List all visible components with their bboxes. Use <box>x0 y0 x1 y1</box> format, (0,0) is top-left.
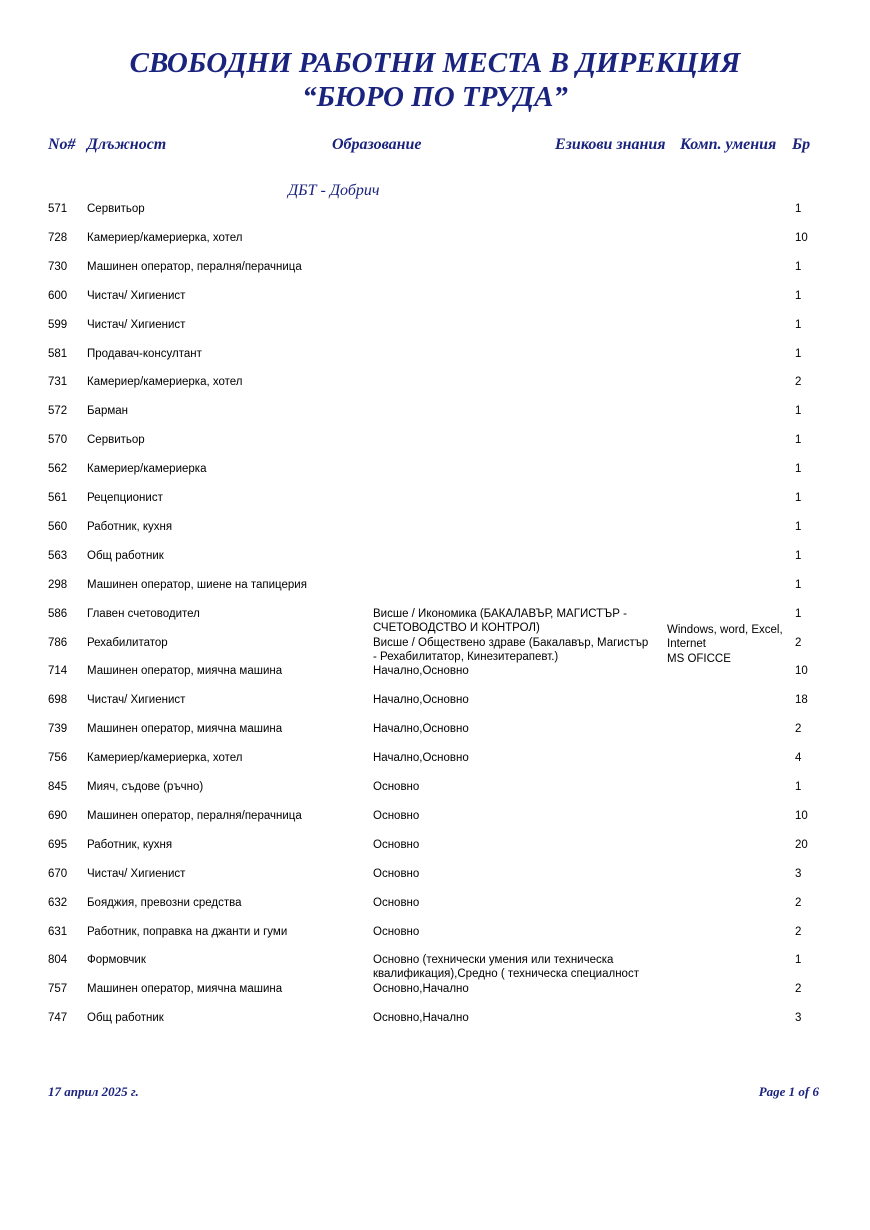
row-number: 714 <box>48 665 68 677</box>
row-education: Основно <box>373 839 420 851</box>
row-count: 1 <box>795 290 802 302</box>
row-education: Начално,Основно <box>373 665 469 677</box>
table-row <box>0 722 870 750</box>
row-computer-skills: Windows, word, Excel, Internet <box>667 624 783 650</box>
table-row <box>0 780 870 808</box>
row-position: Общ работник <box>87 1012 164 1024</box>
row-education: Основно <box>373 897 420 909</box>
row-position: Главен счетоводител <box>87 608 200 620</box>
row-count: 1 <box>795 781 802 793</box>
header-languages: Езикови знания <box>555 136 666 153</box>
row-number: 561 <box>48 492 68 504</box>
table-row <box>0 693 870 721</box>
row-position: Камериер/камериерка, хотел <box>87 752 243 764</box>
page-title-line2: “БЮРО ПО ТРУДА” <box>302 81 568 113</box>
row-count: 3 <box>795 1012 802 1024</box>
row-position: Сервитьор <box>87 203 145 215</box>
row-number: 845 <box>48 781 68 793</box>
table-row <box>0 867 870 895</box>
row-count: 10 <box>795 665 808 677</box>
table-row <box>0 953 870 981</box>
row-number: 690 <box>48 810 68 822</box>
row-count: 2 <box>795 897 802 909</box>
row-position: Общ работник <box>87 550 164 562</box>
row-education: Основно,Начално <box>373 1012 469 1024</box>
row-position: Машинен оператор, пералня/перачница <box>87 261 302 273</box>
row-position: Барман <box>87 405 128 417</box>
row-position: Мияч, съдове (ръчно) <box>87 781 204 793</box>
row-education: Основно <box>373 810 420 822</box>
row-number: 298 <box>48 579 68 591</box>
row-education: Начално,Основно <box>373 694 469 706</box>
row-number: 739 <box>48 723 68 735</box>
row-count: 2 <box>795 376 802 388</box>
table-row <box>0 751 870 779</box>
row-count: 18 <box>795 694 808 706</box>
row-position: Камериер/камериерка, хотел <box>87 232 243 244</box>
row-number: 571 <box>48 203 68 215</box>
table-row <box>0 982 870 1010</box>
table-row <box>0 404 870 432</box>
table-row <box>0 549 870 577</box>
row-count: 1 <box>795 261 802 273</box>
row-number: 572 <box>48 405 68 417</box>
row-count: 2 <box>795 637 802 649</box>
row-count: 20 <box>795 839 808 851</box>
table-row <box>0 838 870 866</box>
table-row <box>0 578 870 606</box>
table-row <box>0 1011 870 1039</box>
row-count: 1 <box>795 348 802 360</box>
page-title-line1: СВОБОДНИ РАБОТНИ МЕСТА В ДИРЕКЦИЯ <box>129 47 741 79</box>
row-count: 10 <box>795 810 808 822</box>
footer-date: 17 април 2025 г. <box>48 1084 139 1099</box>
table-row <box>0 520 870 548</box>
row-position: Чистач/ Хигиенист <box>87 694 186 706</box>
row-position: Продавач-консултант <box>87 348 202 360</box>
row-count: 1 <box>795 434 802 446</box>
table-row <box>0 462 870 490</box>
row-education: Висше / Икономика (БАКАЛАВЪР, МАГИСТЪР - СЧЕТОВОДСТВО И КОНТРОЛ) <box>373 608 627 634</box>
row-count: 1 <box>795 492 802 504</box>
table-row <box>0 231 870 259</box>
row-count: 1 <box>795 521 802 533</box>
table-row <box>0 809 870 837</box>
office-name: ДБТ - Добрич <box>288 182 380 199</box>
header-position: Длъжност <box>87 136 167 153</box>
header-education: Образование <box>332 136 422 153</box>
row-number: 570 <box>48 434 68 446</box>
row-position: Формовчик <box>87 954 146 966</box>
table-row <box>0 347 870 375</box>
row-count: 2 <box>795 723 802 735</box>
row-education: Начално,Основно <box>373 752 469 764</box>
row-number: 804 <box>48 954 68 966</box>
row-number: 632 <box>48 897 68 909</box>
row-education: Основно <box>373 781 420 793</box>
table-row <box>0 318 870 346</box>
row-position: Рехабилитатор <box>87 637 168 649</box>
row-count: 1 <box>795 954 802 966</box>
row-count: 1 <box>795 608 802 620</box>
row-education: Висше / Обществено здраве (Бакалавър, Магистър - Рехабилитатор, Кинезитерапевт.) <box>373 637 649 663</box>
row-number: 586 <box>48 608 68 620</box>
row-position: Чистач/ Хигиенист <box>87 319 186 331</box>
row-education: Основно,Начално <box>373 983 469 995</box>
row-number: 728 <box>48 232 68 244</box>
row-number: 631 <box>48 926 68 938</box>
row-education: Основно <box>373 926 420 938</box>
footer-page-number: Page 1 of 6 <box>758 1084 819 1099</box>
row-education: Основно <box>373 868 420 880</box>
row-position: Машинен оператор, шиене на тапицерия <box>87 579 307 591</box>
header-count: Бр <box>792 136 811 153</box>
table-row <box>0 636 870 664</box>
row-education: Основно (технически умения или техническа квалификация),Средно ( техническа специалност <box>373 954 639 980</box>
table-row <box>0 375 870 403</box>
table-row <box>0 202 870 230</box>
row-number: 560 <box>48 521 68 533</box>
row-count: 1 <box>795 405 802 417</box>
row-position: Работник, кухня <box>87 521 173 533</box>
row-number: 599 <box>48 319 68 331</box>
row-computer-skills: MS OFICCE <box>667 653 731 665</box>
row-number: 730 <box>48 261 68 273</box>
row-position: Сервитьор <box>87 434 145 446</box>
row-position: Камериер/камериерка <box>87 463 207 475</box>
table-row <box>0 433 870 461</box>
row-number: 786 <box>48 637 68 649</box>
row-number: 563 <box>48 550 68 562</box>
row-position: Работник, поправка на джанти и гуми <box>87 926 288 938</box>
row-number: 600 <box>48 290 68 302</box>
header-no: No# <box>48 136 76 153</box>
row-number: 756 <box>48 752 68 764</box>
table-row <box>0 491 870 519</box>
row-number: 562 <box>48 463 68 475</box>
row-position: Машинен оператор, миячна машина <box>87 983 283 995</box>
row-count: 2 <box>795 926 802 938</box>
table-row <box>0 896 870 924</box>
row-position: Работник, кухня <box>87 839 173 851</box>
header-computer: Комп. умения <box>680 136 777 153</box>
row-count: 1 <box>795 550 802 562</box>
row-position: Камериер/камериерка, хотел <box>87 376 243 388</box>
row-position: Машинен оператор, пералня/перачница <box>87 810 302 822</box>
row-position: Машинен оператор, миячна машина <box>87 665 283 677</box>
row-position: Бояджия, превозни средства <box>87 897 242 909</box>
row-number: 670 <box>48 868 68 880</box>
row-count: 4 <box>795 752 802 764</box>
row-count: 1 <box>795 579 802 591</box>
row-count: 1 <box>795 463 802 475</box>
table-row <box>0 925 870 953</box>
row-count: 10 <box>795 232 808 244</box>
row-count: 1 <box>795 319 802 331</box>
row-count: 3 <box>795 868 802 880</box>
table-row <box>0 260 870 288</box>
row-number: 747 <box>48 1012 68 1024</box>
row-position: Машинен оператор, миячна машина <box>87 723 283 735</box>
table-row <box>0 289 870 317</box>
row-number: 731 <box>48 376 68 388</box>
row-count: 2 <box>795 983 802 995</box>
row-number: 698 <box>48 694 68 706</box>
row-number: 581 <box>48 348 68 360</box>
table-row <box>0 664 870 692</box>
row-position: Рецепционист <box>87 492 163 504</box>
row-number: 695 <box>48 839 68 851</box>
row-position: Чистач/ Хигиенист <box>87 290 186 302</box>
row-number: 757 <box>48 983 68 995</box>
row-count: 1 <box>795 203 802 215</box>
row-position: Чистач/ Хигиенист <box>87 868 186 880</box>
row-education: Начално,Основно <box>373 723 469 735</box>
